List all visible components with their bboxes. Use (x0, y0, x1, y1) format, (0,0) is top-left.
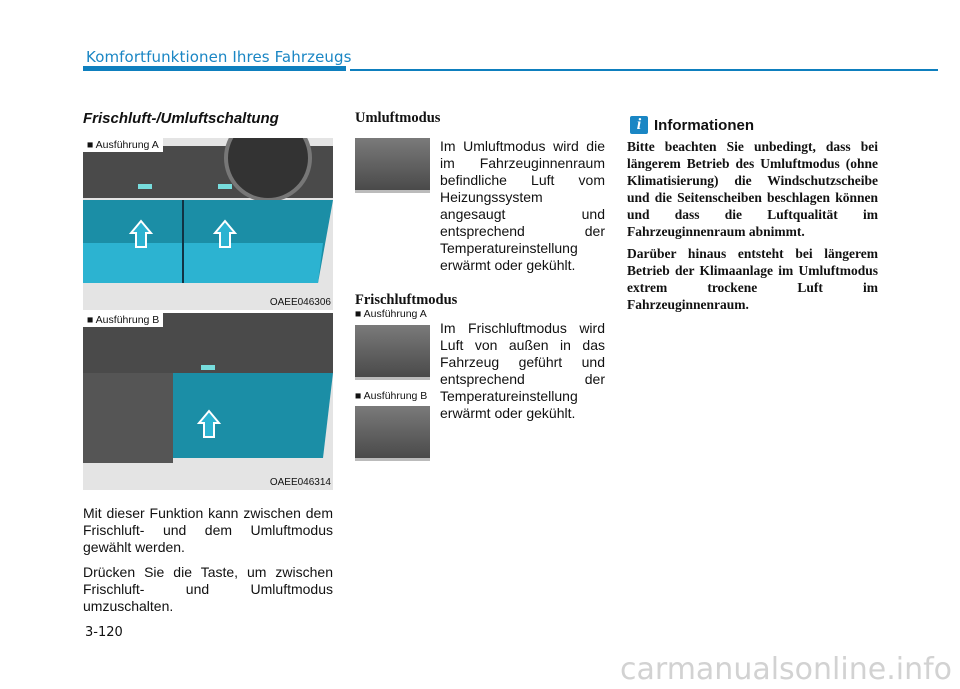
paragraph: Mit dieser Funktion kann zwischen dem Frischluft- und dem Umluftmodus gewählt werden. (83, 505, 333, 555)
figure-variant-a (83, 138, 333, 310)
intro-text (83, 505, 333, 623)
figure-variant-b (83, 313, 333, 490)
fresh-air-icon-image-a (355, 325, 430, 380)
control-panel-b-illustration (83, 313, 333, 490)
umluft-heading: Umluftmodus (355, 110, 441, 126)
info-icon: i (630, 116, 648, 134)
recirculation-icon-image (355, 138, 430, 193)
watermark: carmanualsonline.info (620, 652, 952, 687)
umluft-text: Im Umluftmodus wird die im Fahrzeuginnenraum befindliche Luft vom Heizungssystem angesaugt und entsprechend der Temperatureinstellung erwärmt oder gekühlt. (440, 138, 605, 273)
page-heading: Frischluft-/Umluftschaltung (83, 110, 279, 127)
paragraph: Darüber hinaus entsteht bei längerem Betrieb der Klimaanlage im Umluftmodus extrem trockene Luft im Fahrzeuginnenraum. (627, 246, 878, 312)
figure-code: OAEE046306 (269, 297, 331, 308)
variant-a-label: ■ Ausführung A (355, 308, 427, 320)
section-title: Komfortfunktionen Ihres Fahrzeugs (86, 48, 352, 66)
info-text (627, 138, 878, 318)
page-number: 3-120 (85, 625, 123, 640)
paragraph: Bitte beachten Sie unbedingt, dass bei längerem Betrieb des Umluftmodus (ohne Klimatisierung) die Windschutzscheibe und die Seitenscheiben beschlagen können und dass die Luftqualität im Fahrzeuginnenraum abnimmt. (627, 139, 878, 239)
frischluft-heading: Frischluftmodus (355, 292, 458, 308)
header-rule (350, 69, 938, 71)
paragraph: Drücken Sie die Taste, um zwischen Frischluft- und Umluftmodus umzuschalten. (83, 564, 333, 614)
variant-b-label: ■ Ausführung B (83, 313, 163, 327)
control-panel-a-illustration (83, 138, 333, 310)
variant-a-label: ■ Ausführung A (83, 138, 163, 152)
header-bar (83, 66, 346, 71)
figure-code: OAEE046314 (269, 477, 331, 488)
frischluft-text: Im Frischluftmodus wird Luft von außen in das Fahrzeug geführt und entsprechend der Temperatureinstellung erwärmt oder gekühlt. (440, 320, 605, 421)
fresh-air-icon-image-b (355, 406, 430, 461)
variant-b-label: ■ Ausführung B (355, 390, 428, 402)
info-heading: Informationen (654, 117, 754, 134)
